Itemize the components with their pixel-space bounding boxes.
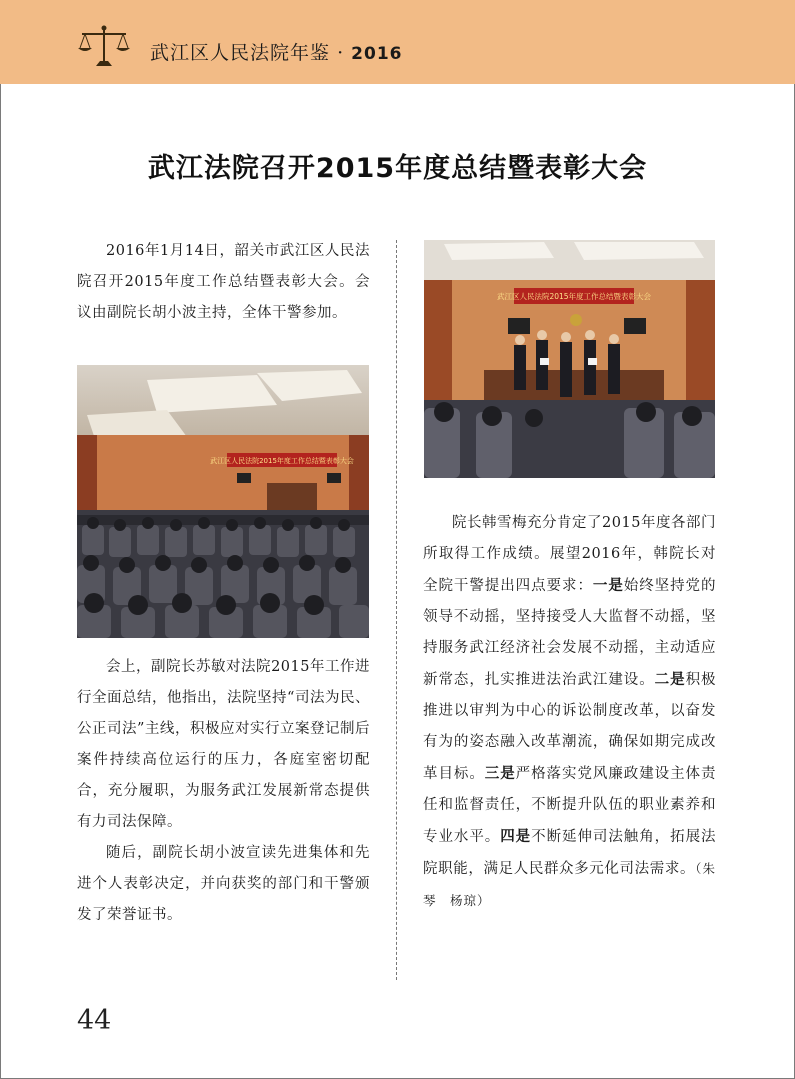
point-one-label: 一是: [592, 577, 624, 594]
award-ceremony-photo: [424, 240, 715, 478]
paragraph-requirements: [423, 508, 716, 917]
article-column-right: [423, 508, 716, 917]
article-column-left-bottom: [77, 652, 370, 931]
article-title: 武江法院召开2015年度总结暨表彰大会: [147, 153, 648, 184]
meeting-hall-photo: [77, 365, 369, 638]
title-separator: ·: [337, 42, 345, 64]
article-column-left-top: [77, 236, 370, 329]
point-three-text: 严格落实党风廉政建设主体责任和监督责任，不断提升队伍的职业素养和专业水平。: [423, 766, 717, 845]
point-four-text: 不断延伸司法触角，拓展法院职能，满足人民群众多元化司法需求。: [423, 829, 717, 877]
column-divider: [396, 240, 397, 980]
hall-banner-text: 武江区人民法院2015年度工作总结暨表彰大会: [210, 457, 354, 465]
paragraph-opening: 2016年1月14日，韶关市武江区人民法院召开2015年度工作总结暨表彰大会。会议由副院长胡小波主持，全体干警参加。: [77, 243, 370, 321]
paragraph-summary: 会上，副院长苏敏对法院2015年工作进行全面总结，他指出，法院坚持“司法为民、公正司法”主线，积极应对实行立案登记制后案件持续高位运行的压力，各庭室密切配合，充分履职，为服务武江发展新常态提供有力司法保障。: [77, 659, 370, 830]
point-two-label: 二是: [654, 671, 686, 688]
page-number: 44: [77, 1005, 112, 1036]
paragraph-awards: 随后，副院长胡小波宣读先进集体和先进个人表彰决定，并向获奖的部门和干警颁发了荣誉证书。: [77, 845, 370, 923]
scales-of-justice-icon: [76, 24, 132, 68]
author-credit: （朱琴 杨琼）: [423, 861, 716, 908]
point-one-text: 始终坚持党的领导不动摇，坚持接受人大监督不动摇，坚持服务武江经济社会发展不动摇，主动适应新常态，扎实推进法治武江建设。: [423, 578, 717, 688]
point-four-label: 四是: [500, 828, 532, 845]
yearbook-title: [150, 38, 402, 65]
requirements-intro: 院长韩雪梅充分肯定了2015年度各部门所取得工作成绩。展望2016年，韩院长对全院干警提出四点要求：: [423, 515, 716, 594]
point-two-text: 积极推进以审判为中心的诉讼制度改革，以奋发有为的姿态融入改革潮流，确保如期完成改革目标。: [423, 672, 717, 782]
yearbook-name: 武江区人民法院年鉴: [150, 42, 331, 64]
page-header: [0, 0, 795, 84]
point-three-label: 三是: [484, 765, 516, 782]
stage-banner-text: 武江区人民法院2015年度工作总结暨表彰大会: [496, 292, 652, 301]
yearbook-year: 2016: [351, 44, 403, 64]
